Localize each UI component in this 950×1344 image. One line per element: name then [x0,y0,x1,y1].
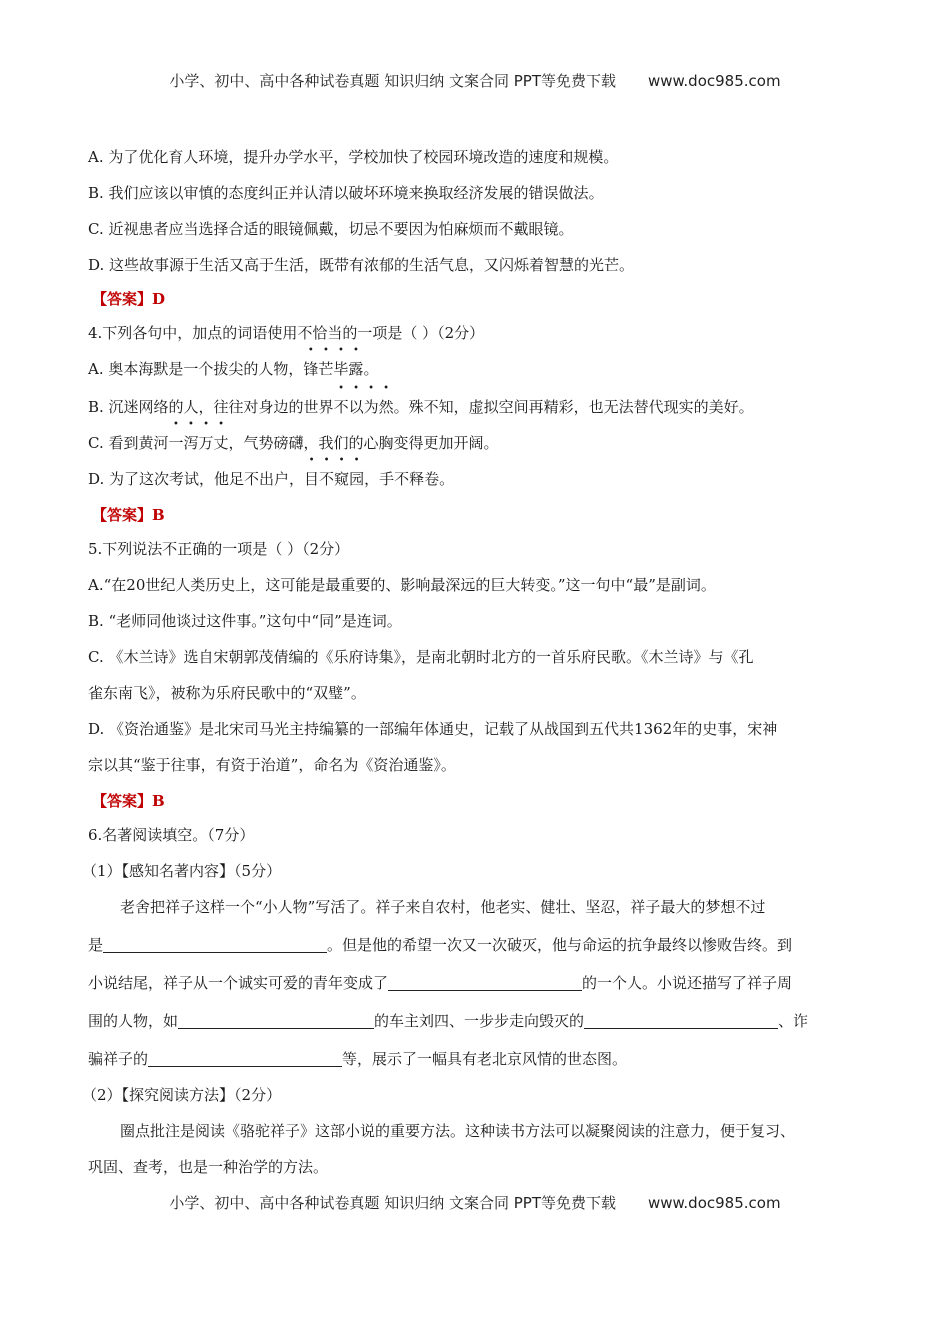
q4-b-text: B. 沉迷网络的人，往往对身边的世界 [88,398,334,416]
dotted-char: 万 [198,434,214,452]
q6-p1-line4 [88,1010,808,1032]
q5-option-a: A.“在20世纪人类历史上，这可能是最重要的、影响最深远的巨大转变。”这一句中“最”是副词。 [88,576,716,594]
text: 围的人物，如 [88,1012,179,1030]
dotted-char: 丈 [213,434,229,452]
dotted-char: 为 [363,398,379,416]
dotted-char: 不 [333,398,349,416]
footer-site: www.doc985.com [647,1194,781,1212]
q4-c-text: C. 看到黄河 [88,434,169,452]
answer-label: 【答案】 [92,506,153,524]
dotted-char: 芒 [318,360,334,378]
q3-answer [92,288,165,310]
q6-part2-title: （2）【探究阅读方法】（2分） [82,1086,282,1104]
q4-d-text: D. 为了这次考试，他足不出户， [88,470,305,488]
q6-p1-line5 [88,1048,627,1070]
dotted-char: 以 [348,398,364,416]
page-header [0,70,950,91]
fill-blank-4[interactable] [584,1012,778,1029]
dotted-char: 窥 [334,470,350,488]
dotted-char: 然 [378,398,394,416]
answer-label: 【答案】 [92,290,153,308]
q4-answer [92,504,165,526]
q4-option-a [88,358,378,380]
answer-value: B [152,792,165,810]
answer-value: D [152,290,166,308]
text: 等，展示了一幅具有老北京风情的世态图。 [342,1050,628,1068]
dotted-char: 一 [168,434,184,452]
q3-option-d: D. 这些故事源于生活又高于生活，既带有浓郁的生活气息，又闪烁着智慧的光芒。 [88,256,635,274]
q5-option-b: B. “老师同他谈过这件事。”这句中“同”是连词。 [88,612,402,630]
fill-blank-3[interactable] [178,1012,374,1029]
q3-option-a: A. 为了优化育人环境，提升办学水平，学校加快了校园环境改造的速度和规模。 [88,148,619,166]
fill-blank-5[interactable] [148,1050,342,1067]
q4-a-post: 。 [363,360,379,378]
q4-option-c [88,432,499,454]
text: 小说结尾，祥子从一个诚实可爱的青年变成了 [88,974,389,992]
answer-label: 【答案】 [92,792,153,810]
header-site: www.doc985.com [647,72,781,90]
q5-option-d-line2: 宗以其“鉴于往事，有资于治道”，命名为《资治通鉴》。 [88,756,456,774]
q5-option-c-line1: C. 《木兰诗》选自宋朝郭茂倩编的《乐府诗集》，是南北朝时北方的一首乐府民歌。《木兰诗》与《孔 [88,648,754,666]
text: 的一个人。小说还描写了祥子周 [582,974,793,992]
fill-blank-2[interactable] [388,974,582,991]
page-footer [0,1192,950,1213]
dotted-char: 不 [319,470,335,488]
text: 。但是他的希望一次又一次破灭，他与命运的抗争最终以惨败告终。到 [327,936,793,954]
q4-c-post: ，气势磅礴，我们的心胸变得更加开阔。 [228,434,499,452]
q6-stem: 6.名著阅读填空。（7分） [88,826,255,844]
footer-text: 小学、初中、高中各种试卷真题 知识归纳 文案合同 PPT等免费下载 [169,1194,616,1212]
header-text: 小学、初中、高中各种试卷真题 知识归纳 文案合同 PPT等免费下载 [169,72,616,90]
q6-p2-line1: 圈点批注是阅读《骆驼祥子》这部小说的重要方法。这种读书方法可以凝聚阅读的注意力，便于复习、 [120,1122,796,1140]
q6-p1-line2 [88,934,792,956]
q5-answer [92,790,165,812]
q3-option-b: B. 我们应该以审慎的态度纠正并认清以破坏环境来换取经济发展的错误做法。 [88,184,604,202]
dotted-char: 园 [349,470,365,488]
dotted-char: 锋 [303,360,319,378]
text: 的车主刘四、一步步走向毁灭的 [374,1012,585,1030]
q3-option-c: C. 近视患者应当选择合适的眼镜佩戴，切忌不要因为怕麻烦而不戴眼镜。 [88,220,574,238]
q5-option-d-line1: D. 《资治通鉴》是北宋司马光主持编纂的一部编年体通史，记载了从战国到五代共1362年的史事，宋神 [88,720,778,738]
dotted-char: 毕 [333,360,349,378]
text: 是 [88,936,104,954]
dotted-char: 目 [304,470,320,488]
q6-part1-title: （1）【感知名著内容】（5分） [82,862,282,880]
fill-blank-1[interactable] [103,936,327,953]
text: 骗祥子的 [88,1050,149,1068]
q4-b-post: 。殊不知，虚拟空间再精彩，也无法替代现实的美好。 [393,398,754,416]
dotted-char: 露 [348,360,364,378]
q6-p2-line2: 巩固、查考，也是一种治学的方法。 [88,1158,329,1176]
q5-stem: 5.下列说法不正确的一项是（ ）（2分） [88,540,350,558]
q4-option-b [88,396,754,418]
text: 、诈 [778,1012,809,1030]
q4-a-text: A. 奥本海默是一个拔尖的人物， [88,360,304,378]
q6-p1-line3 [88,972,792,994]
answer-value: B [152,506,165,524]
q4-stem: 4.下列各句中，加点的词语使用不恰当的一项是（ ）（2分） [88,324,485,342]
q4-option-d [88,468,454,490]
q5-option-c-line2: 雀东南飞》，被称为乐府民歌中的“双璧”。 [88,684,366,702]
q6-p1-line1: 老舍把祥子这样一个“小人物”写活了。祥子来自农村，他老实、健壮、坚忍，祥子最大的梦想不过 [120,898,766,916]
dotted-char: 泻 [183,434,199,452]
q4-d-post: ，手不释卷。 [364,470,455,488]
